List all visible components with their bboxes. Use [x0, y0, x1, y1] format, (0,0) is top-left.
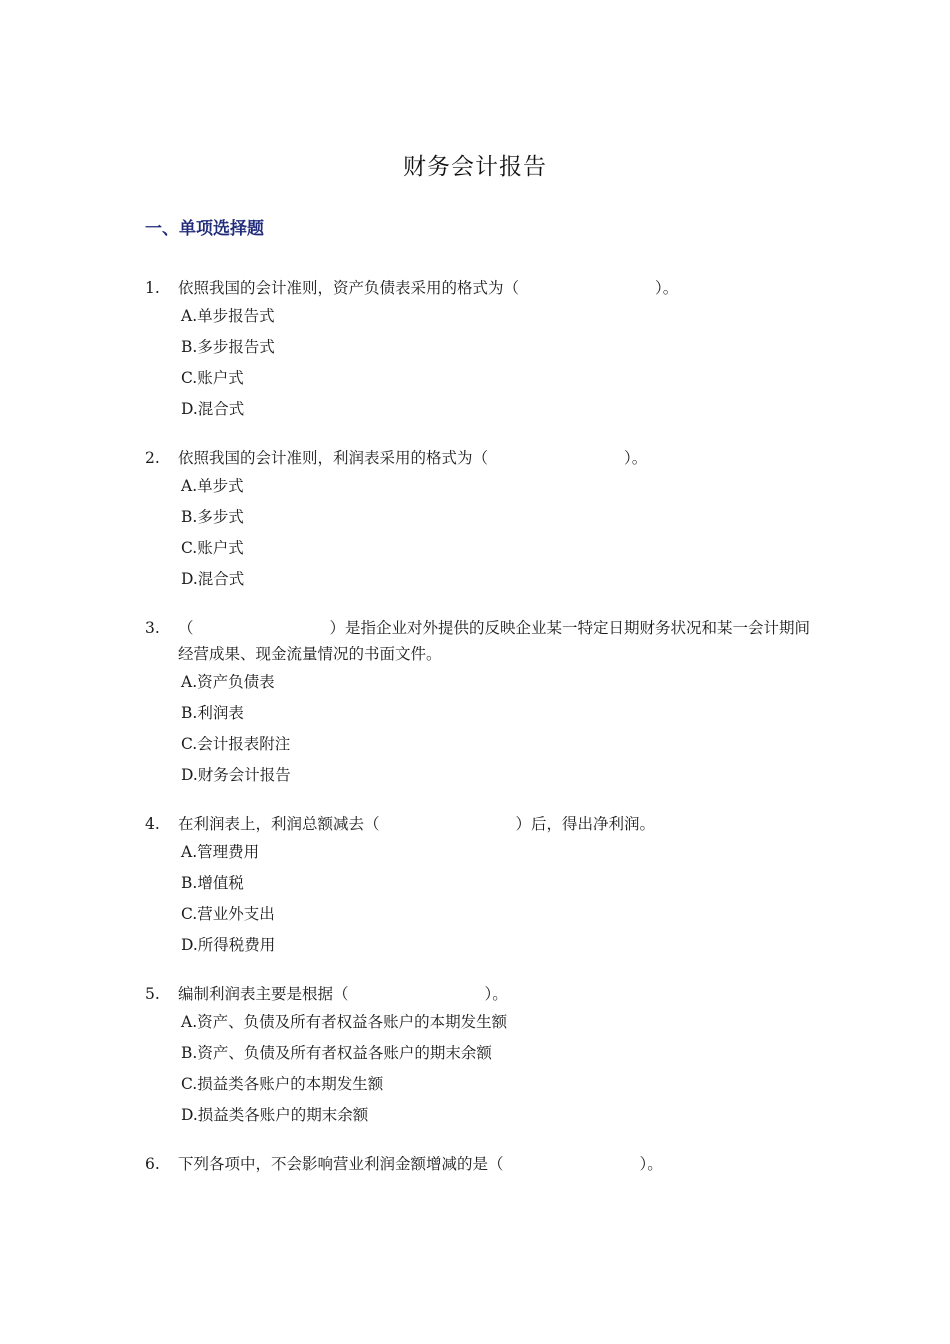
question-stem-before: （ [178, 619, 194, 637]
option-d: D.所得税费用 [181, 936, 276, 954]
option-list [181, 301, 815, 425]
question-number: 1. [145, 279, 160, 297]
question-stem-after: ）后，得出净利润。 [515, 815, 656, 833]
option-list [181, 667, 815, 791]
question-list [145, 275, 815, 1197]
question-stem-before: 编制利润表主要是根据（ [178, 985, 349, 1003]
document-title: 财务会计报告 [403, 154, 547, 180]
question-5 [145, 981, 815, 1131]
option-c: C.会计报表附注 [181, 735, 291, 753]
option-b: B.利润表 [181, 704, 244, 722]
question-stem-after: ）。 [484, 985, 508, 1003]
option-a: A.单步式 [181, 477, 244, 495]
option-d: D.混合式 [181, 400, 245, 418]
question-text [178, 811, 815, 837]
option-list [181, 837, 815, 961]
option-d: D.损益类各账户的期末余额 [181, 1106, 369, 1124]
section-heading: 一、单项选择题 [145, 219, 264, 239]
question-2 [145, 445, 815, 595]
option-c: C.账户式 [181, 369, 244, 387]
question-stem-before: 依照我国的会计准则，资产负债表采用的格式为（ [178, 279, 520, 297]
question-number: 3. [145, 619, 160, 637]
option-a: A.资产负债表 [181, 673, 275, 691]
question-1 [145, 275, 815, 425]
option-b: B.多步式 [181, 508, 244, 526]
option-b: B.多步报告式 [181, 338, 275, 356]
question-number: 4. [145, 815, 160, 833]
option-c: C.账户式 [181, 539, 244, 557]
option-a: A.资产、负债及所有者权益各账户的本期发生额 [181, 1013, 508, 1031]
question-stem-before: 下列各项中，不会影响营业利润金额增减的是（ [178, 1155, 504, 1173]
option-list [181, 471, 815, 595]
option-a: A.管理费用 [181, 843, 260, 861]
option-list [181, 1007, 815, 1131]
question-text [178, 615, 815, 667]
question-stem-after: ）是指企业对外提供的反映企业某一特定日期财务状况和某一会计期间经营成果、现金流量情况的书面文件。 [178, 619, 811, 663]
question-stem-after: ）。 [655, 279, 679, 297]
option-c: C.损益类各账户的本期发生额 [181, 1075, 384, 1093]
question-6 [145, 1151, 815, 1177]
question-stem-after: ）。 [639, 1155, 663, 1173]
option-d: D.财务会计报告 [181, 766, 291, 784]
question-3 [145, 615, 815, 791]
option-b: B.资产、负债及所有者权益各账户的期末余额 [181, 1044, 492, 1062]
question-text [178, 1151, 815, 1177]
question-number: 5. [145, 985, 160, 1003]
option-b: B.增值税 [181, 874, 244, 892]
option-c: C.营业外支出 [181, 905, 275, 923]
question-text [178, 275, 815, 301]
question-number: 6. [145, 1155, 160, 1173]
question-number: 2. [145, 449, 160, 467]
question-text [178, 981, 815, 1007]
question-4 [145, 811, 815, 961]
question-stem-before: 依照我国的会计准则，利润表采用的格式为（ [178, 449, 489, 467]
option-a: A.单步报告式 [181, 307, 275, 325]
option-d: D.混合式 [181, 570, 245, 588]
question-stem-after: ）。 [624, 449, 648, 467]
question-stem-before: 在利润表上，利润总额减去（ [178, 815, 380, 833]
question-text [178, 445, 815, 471]
